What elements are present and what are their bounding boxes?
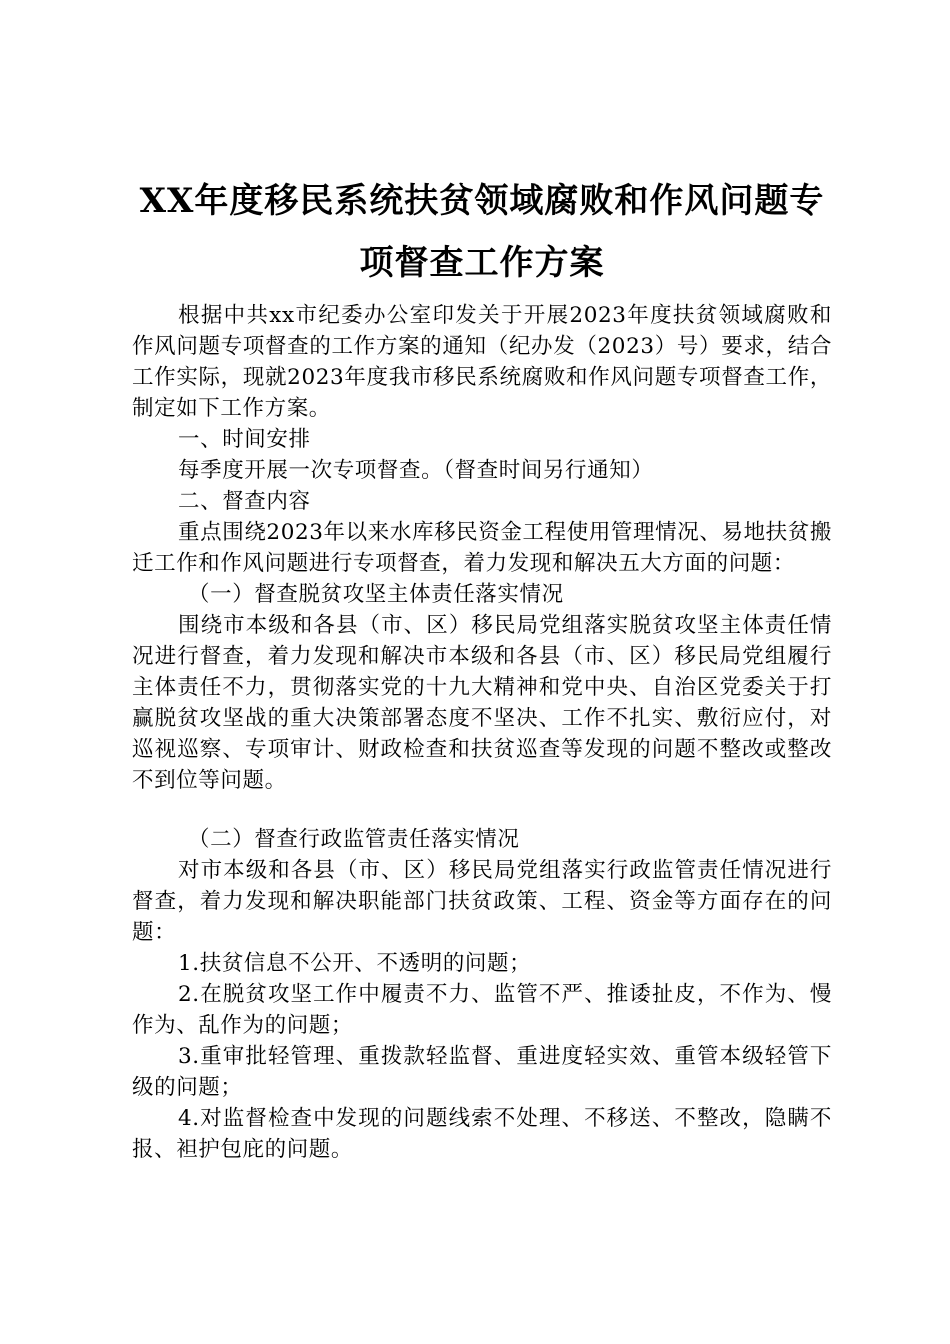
- section-1-heading: 一、时间安排: [178, 427, 311, 452]
- intro-paragraph: 根据中共xx市纪委办公室印发关于开展2023年度扶贫领域腐败和作风问题专项督查的工作方案的通知（纪办发（2023）号）要求，结合工作实际，现就2023年度我市移民系统腐败和作风问题专项督查工作，制定如下工作方案。: [132, 303, 832, 421]
- list-item: 4.对监督检查中发现的问题线索不处理、不移送、不整改，隐瞒不报、袒护包庇的问题。: [132, 1106, 832, 1162]
- list-item: 2.在脱贫攻坚工作中履责不力、监管不严、推诿扯皮，不作为、慢作为、乱作为的问题；: [132, 982, 832, 1038]
- list-item: 1.扶贫信息不公开、不透明的问题；: [178, 951, 532, 976]
- subsection-2-text: 对市本级和各县（市、区）移民局党组落实行政监管责任情况进行督查，着力发现和解决职能部门扶贫政策、工程、资金等方面存在的问题：: [132, 858, 832, 945]
- subsection-1-heading: （一）督查脱贫攻坚主体责任落实情况: [188, 582, 564, 607]
- document-title-line-2: 项督查工作方案: [359, 243, 605, 283]
- subsection-1-text: 围绕市本级和各县（市、区）移民局党组落实脱贫攻坚主体责任情况进行督查，着力发现和解决市本级和各县（市、区）移民局党组履行主体责任不力，贯彻落实党的十九大精神和党中央、自治区党委关于打赢脱贫攻坚战的重大决策部署态度不坚决、工作不扎实、敷衍应付，对巡视巡察、专项审计、财政检查和扶贫巡查等发现的问题不整改或整改不到位等问题。: [132, 613, 832, 793]
- section-2-heading: 二、督查内容: [178, 489, 311, 514]
- section-2-text: 重点围绕2023年以来水库移民资金工程使用管理情况、易地扶贫搬迁工作和作风问题进行专项督查，着力发现和解决五大方面的问题：: [132, 520, 832, 576]
- document-page: [132, 170, 832, 1165]
- subsection-2-heading: （二）督查行政监管责任落实情况: [188, 827, 520, 852]
- document-title-line-1: XX年度移民系统扶贫领域腐败和作风问题专: [139, 181, 825, 221]
- list-item: 3.重审批轻管理、重拨款轻监督、重进度轻实效、重管本级轻管下级的问题；: [132, 1044, 832, 1100]
- section-1-text: 每季度开展一次专项督查。（督查时间另行通知）: [178, 458, 654, 483]
